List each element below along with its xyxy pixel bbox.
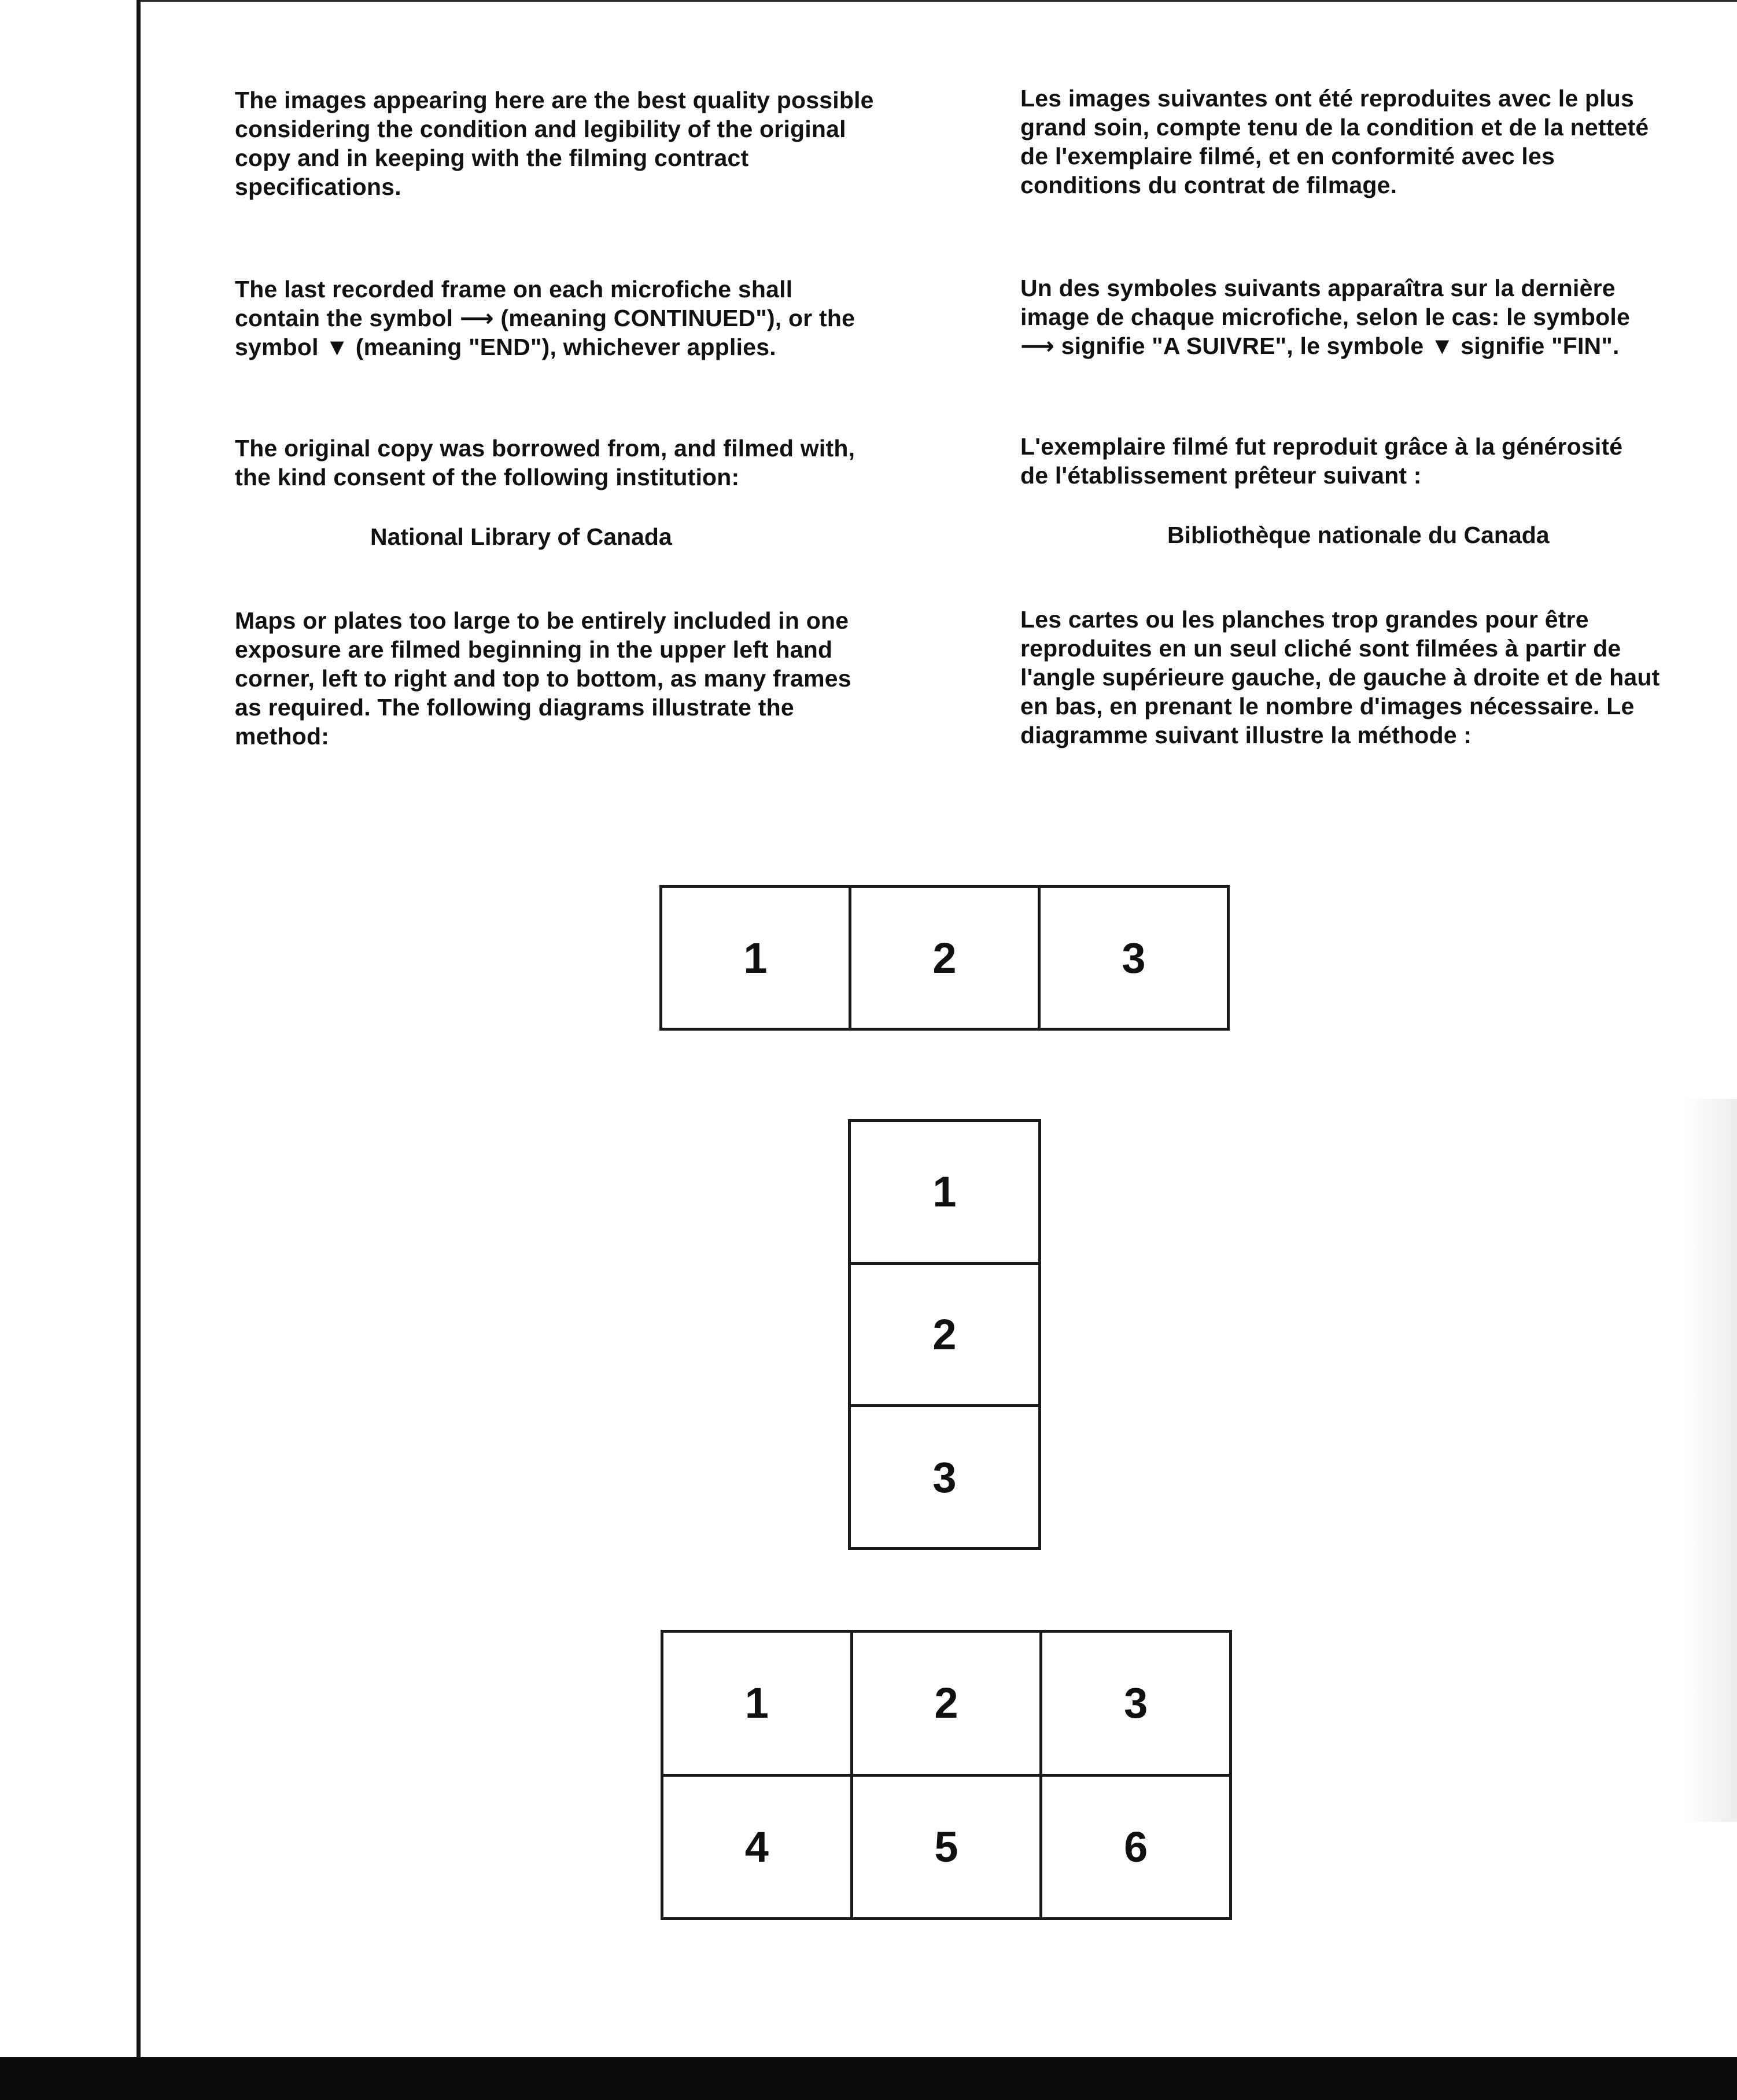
end-triangle-icon: ▼ — [325, 334, 349, 360]
fin-triangle-icon: ▼ — [1430, 333, 1454, 359]
symbol-notice-fr-part2: signifie "A SUIVRE", le symbole — [1054, 333, 1430, 359]
frame-cell: 6 — [1041, 1775, 1231, 1919]
french-column — [1020, 0, 1662, 810]
a-suivre-arrow-icon: ⟶ — [1020, 333, 1054, 359]
english-column — [235, 0, 877, 810]
frame-cell: 1 — [661, 887, 850, 1029]
diagram-grid-two-by-three — [661, 1630, 1232, 1920]
frame-cell: 4 — [662, 1775, 852, 1919]
symbol-notice-fr-part3: signifie "FIN". — [1454, 333, 1620, 359]
frame-cell: 2 — [851, 1632, 1041, 1776]
symbol-notice-fr-part1: Un des symboles suivants apparaîtra sur la dernière image de chaque microfiche, selon le cas: le symbole — [1020, 275, 1631, 330]
frame-cell: 5 — [851, 1775, 1041, 1919]
maps-notice-fr: Les cartes ou les planches trop grandes pour être reproduites en un seul cliché sont filmées à partir de l'angle supérieure gauche, de gauche à droite et de haut en bas, en prenant le nombre d'images nécessaire. Le diagramme suivant illustre la méthode : — [1020, 606, 1660, 748]
symbol-notice-en-part3: (meaning "END"), whichever applies. — [349, 334, 776, 360]
institution-notice-en: The original copy was borrowed from, and filmed with, the kind consent of the following institution: — [235, 435, 855, 490]
frame-cell: 1 — [850, 1121, 1040, 1264]
page-left-edge — [0, 0, 141, 2059]
symbol-notice-en-part2: (meaning CONTINUED"), or the symbol — [235, 305, 855, 360]
frame-cell: 2 — [850, 887, 1039, 1029]
symbol-notice-en — [235, 275, 877, 361]
frame-cell: 3 — [850, 1406, 1040, 1549]
continued-arrow-icon: ⟶ — [459, 305, 494, 331]
maps-notice-en: Maps or plates too large to be entirely included in one exposure are filmed beginning in the upper left hand corner, left to right and top to bottom, as many frames as required. The following diagrams illustrate the method: — [235, 607, 851, 750]
diagram-column-of-three — [848, 1119, 1041, 1550]
frame-cell: 3 — [1039, 887, 1229, 1029]
symbol-notice-fr — [1020, 274, 1662, 360]
quality-notice-fr: Les images suivantes ont été reproduites avec le plus grand soin, compte tenu de la condition et de la netteté de l'exemplaire filmé, et en conformité avec les conditions du contrat de filmage. — [1020, 85, 1649, 198]
diagram-row-of-three — [659, 885, 1230, 1031]
scan-shadow — [1685, 1099, 1737, 1822]
film-edge-strip — [0, 2057, 1737, 2100]
quality-notice-en: The images appearing here are the best quality possible considering the condition and legibility of the original copy and in keeping with the filming contract specifications. — [235, 87, 874, 200]
frame-cell: 2 — [850, 1263, 1040, 1406]
institution-name-en: National Library of Canada — [370, 523, 672, 550]
frame-cell: 3 — [1041, 1632, 1231, 1776]
symbol-notice-en-part1: The last recorded frame on each microfiche shall contain the symbol — [235, 276, 793, 331]
frame-cell: 1 — [662, 1632, 852, 1776]
institution-notice-fr: L'exemplaire filmé fut reproduit grâce à la générosité de l'établissement prêteur suivant : — [1020, 433, 1623, 489]
institution-name-fr: Bibliothèque nationale du Canada — [1167, 522, 1550, 548]
